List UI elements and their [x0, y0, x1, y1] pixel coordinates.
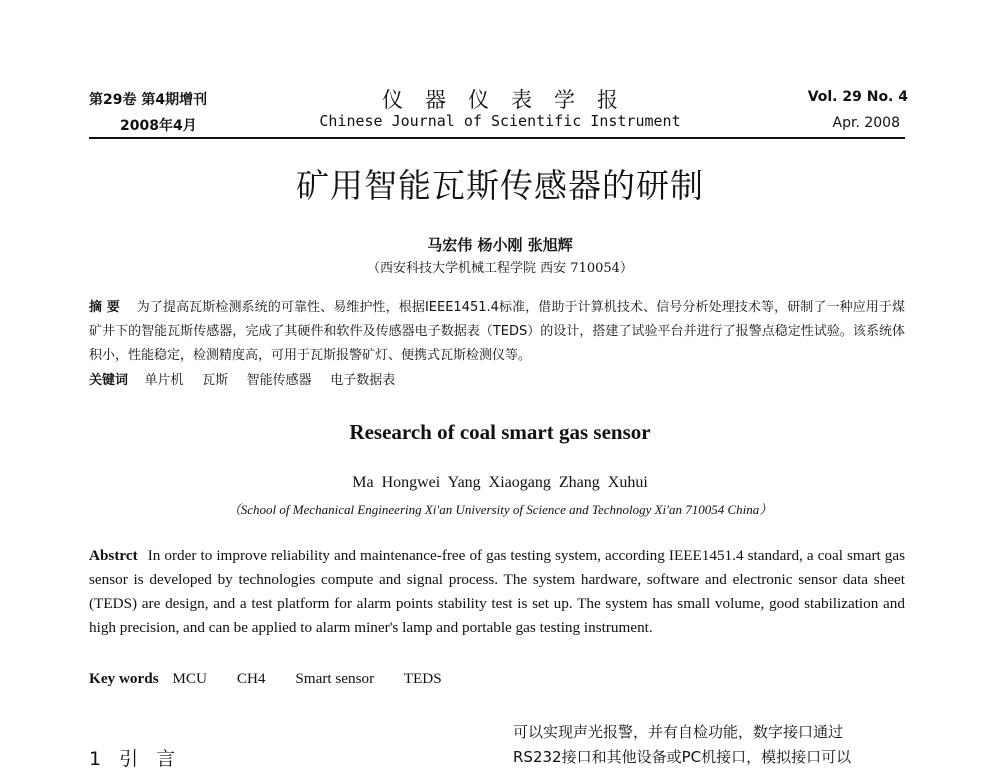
volume-issue-en: Vol. 29 No. 4	[807, 89, 908, 105]
keyword-en: MCU	[172, 670, 208, 687]
journal-name-en: Chinese Journal of Scientific Instrument	[319, 112, 681, 130]
abstract-zh-label: 摘 要	[89, 300, 120, 315]
keyword-zh: 电子数据表	[330, 373, 396, 388]
volume-issue: 第29卷 第4期增刊	[89, 92, 208, 108]
right-column-line: RS232接口和其他设备或PC机接口，模拟接口可以	[513, 748, 852, 766]
header-rule	[89, 137, 905, 139]
authors-zh: 马宏伟 杨小刚 张旭辉	[427, 236, 573, 254]
section-heading-introduction: 1 引 言	[89, 748, 182, 770]
keywords-en-label: Key words	[89, 670, 159, 687]
authors-en: Ma Hongwei Yang Xiaogang Zhang Xuhui	[352, 474, 648, 491]
keywords-zh	[89, 369, 409, 388]
keyword-zh: 单片机	[144, 373, 184, 388]
affiliation-en: （School of Mechanical Engineering Xi'an University of Science and Technology Xi'an 710054 China）	[227, 502, 773, 517]
abstract-en-label: Abstrct	[89, 547, 138, 564]
right-column-text	[513, 720, 905, 770]
issue-date-zh: 2008年4月	[120, 118, 197, 134]
paper-title-zh: 矿用智能瓦斯传感器的研制	[296, 166, 704, 205]
keywords-zh-label: 关键词	[89, 373, 129, 388]
keyword-zh: 瓦斯	[202, 373, 229, 388]
keyword-en: Smart sensor	[295, 670, 375, 687]
keyword-zh: 智能传感器	[246, 373, 312, 388]
keywords-en	[89, 670, 468, 688]
abstract-en-text: In order to improve reliability and maintenance-free of gas testing system, according IEEE1451.4 standard, a coal smart gas sensor is developed by technologies compute and signal process. The system hardware, software and electronic sensor data sheet (TEDS) are design, and a test platform for alarm points stability test is set up. The system has small volume, good stabilization and high precision, and can be applied to alarm miner's lamp and portable gas testing instrument.	[89, 547, 906, 636]
journal-name-zh: 仪器仪表学报	[382, 88, 640, 112]
affiliation-zh: （西安科技大学机械工程学院 西安 710054）	[367, 261, 633, 276]
abstract-zh	[89, 296, 905, 368]
abstract-zh-text: 为了提高瓦斯检测系统的可靠性、易维护性，根据IEEE1451.4标准，借助于计算机技术、信号分析处理技术等，研制了一种应用于煤矿井下的智能瓦斯传感器，完成了其硬件和软件及传感器电子数据表（TEDS）的设计，搭建了试验平台并进行了报警点稳定性试验。该系统体积小，性能稳定，检测精度高，可用于瓦斯报警矿灯、便携式瓦斯检测仪等。	[89, 300, 905, 363]
paper-title-en: Research of coal smart gas sensor	[349, 420, 651, 444]
keyword-en: CH4	[236, 670, 266, 687]
right-column-line: 可以实现声光报警，并有自检功能，数字接口通过	[513, 723, 844, 741]
keyword-en: TEDS	[403, 670, 442, 687]
issue-date-en: Apr. 2008	[832, 115, 900, 131]
abstract-en	[89, 544, 905, 640]
